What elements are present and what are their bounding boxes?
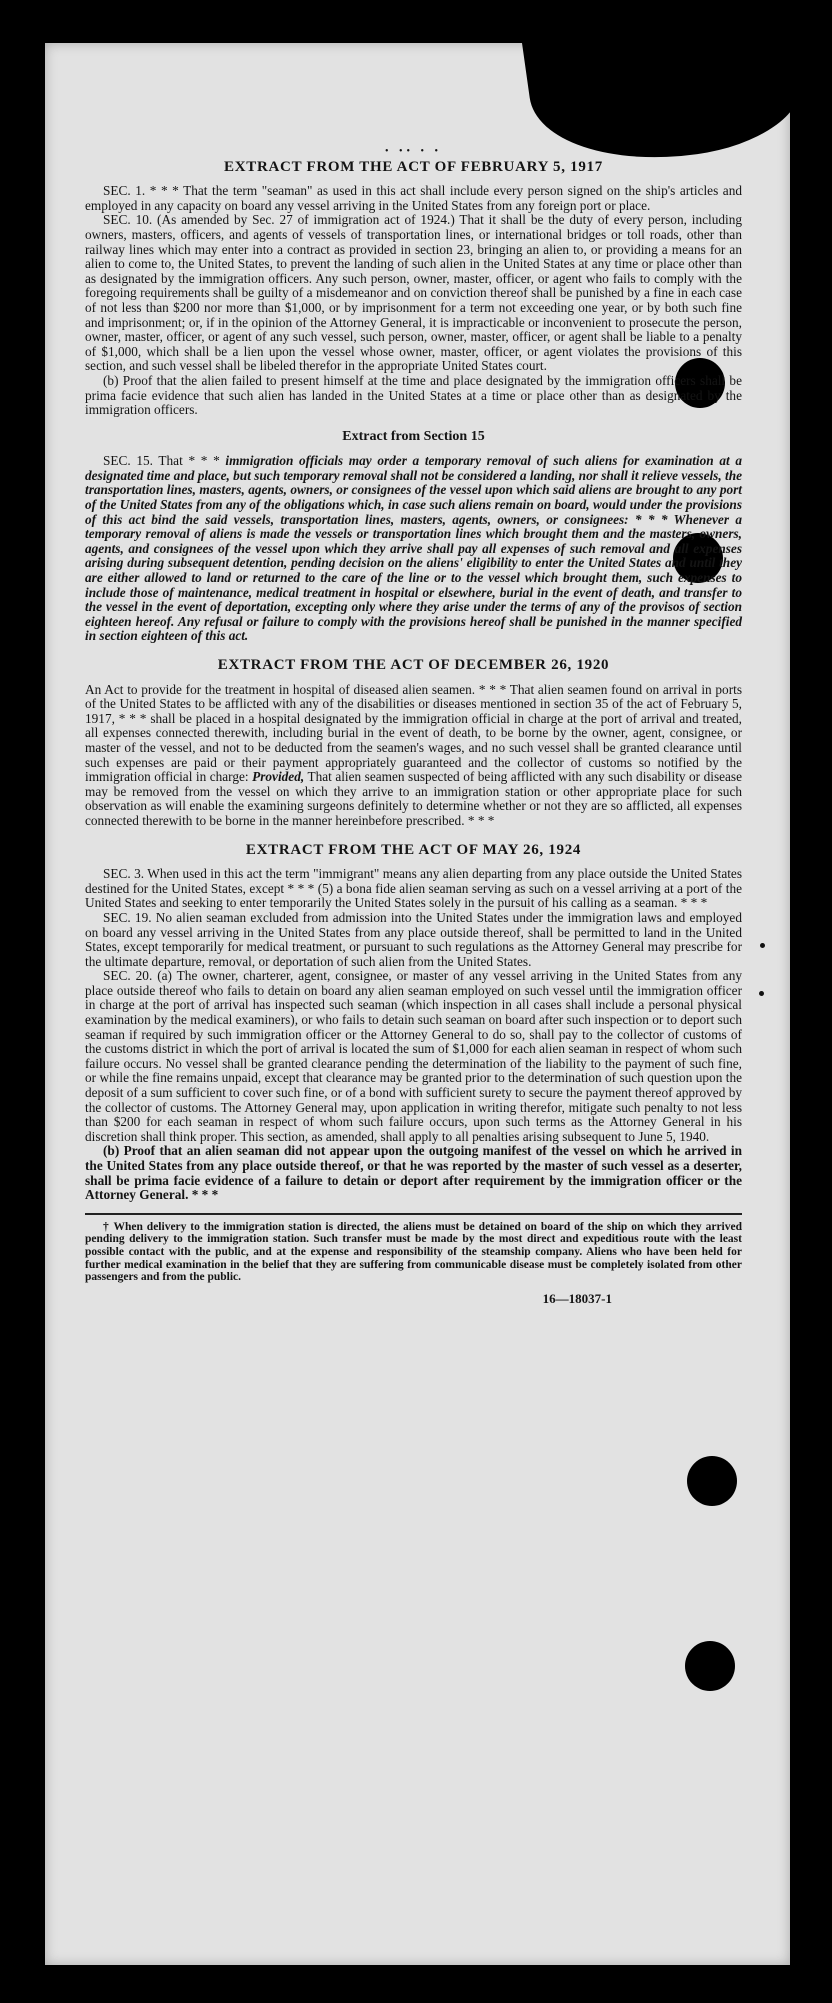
heading-section-15: Extract from Section 15: [342, 428, 485, 444]
proviso-word: Provided,: [252, 769, 305, 785]
heading-act-1920: EXTRACT FROM THE ACT OF DECEMBER 26, 1920: [217, 657, 610, 673]
paragraph-sec19: SEC. 19. No alien seaman excluded from admission into the United States under the immigration laws and employed on board any vessel arriving in the United States from any place outside thereof, shall be permitted to land in the United States, except temporarily for medical treatment, or pursuant to such regulations as the Attorney General may prescribe for the ultimate departure, removal, or deportation of such alien from the United States.: [85, 909, 742, 969]
speck: [759, 991, 764, 996]
paragraph-sec15-italic: immigration officials may order a temporary removal of such aliens for examination at a designated time and place, but such temporary removal shall not be considered a landing, nor shall it relieve vessels, the transportation lines, masters, agents, owners, or consignees of the vessel upon which said aliens are brought to any port of the United States from any of the obligations which, in case such aliens remain on board, would under the provisions of this act bind the said vessels, transportation lines, masters, agents, owners, or consignees: * * * Whenever a temporary removal of aliens is made the vessels or transportation lines which brought them and the masters, owners, agents, and consignees of the vessel upon which they arrive shall pay all expenses of such removal and all expenses arising during subsequent detention, pending decision on the aliens' eligibility to enter the United States and until they are either allowed to land or returned to the care of the line or to the vessel which brought them, such expenses to include those of maintenance, medical treatment in hospital or elsewhere, burial in the event of death, and transfer to the vessel in the event of deportation, excepting only where they arise under the terms of any of the provisos of section eighteen hereof. Any refusal or failure to comply with the provisions hereof shall be punished in the manner specified in section eighteen of this act.: [85, 453, 742, 644]
footnote-divider: [85, 1213, 742, 1215]
footnote: † When delivery to the immigration station is directed, the aliens must be detained on board of the ship on which they arrived pending delivery to the immigration station. Such transfer must be made by the most direct and expeditious route with the least possible contact with the public, and at the expense and responsibility of the steamship company. Aliens who have been held for further medical examination in the belief that they are suffering from communicable disease must be completely isolated from other passengers and from the public.: [85, 1220, 742, 1284]
document-page: [45, 43, 790, 1965]
heading-act-1924: EXTRACT FROM THE ACT OF MAY 26, 1924: [245, 841, 582, 858]
paragraph-sec3: SEC. 3. When used in this act the term "immigrant" means any alien departing from any place outside the United States destined for the United States, except * * * (5) a bona fide alien seaman serving as such on a vessel arriving at a port of the United States and seeking to enter temporarily the United States solely in the pursuit of his calling as a seaman. * * *: [85, 866, 742, 911]
paragraph-sec20a: SEC. 20. (a) The owner, charterer, agent, consignee, or master of any vessel arriving in the United States from any place outside thereof who fails to detain on board any alien seaman employed on such vessel until the immigration officer in charge at the port of arrival has inspected such seaman (which inspection in all cases shall include a personal physical examination by the medical examiners), or who fails to detain such seaman on board after such inspection or to deport such seaman if required by such immigration officer or the Attorney General to do so, shall pay to the collector of customs of the customs district in which the port of arrival is located the sum of $1,000 for each alien seaman in respect of whom such failure occurs. No vessel shall be granted clearance pending the determination of the liability to the payment of such fine, or while the fine remains unpaid, except that clearance may be granted prior to the determination of such question upon the deposit of a sum sufficient to cover such fine, or of a bond with sufficient surety to secure the payment thereof approved by the collector of customs. The Attorney General may, upon application in writing therefor, mitigate such penalty to not less than $200 for each seaman in respect of whom such failure occurs, upon such terms as the Attorney General in his discretion shall think proper. This section, as amended, shall apply to all penalties arising subsequent to June 5, 1940.: [85, 968, 742, 1144]
paragraph-sec10b: (b) Proof that the alien failed to present himself at the time and place designated by the immigration officers shall be prima facie evidence that such alien has landed in the United States at a time or place other than as designated by the immigration officers.: [85, 372, 742, 418]
heading-act-1917: EXTRACT FROM THE ACT OF FEBRUARY 5, 1917: [224, 158, 603, 175]
paragraph-act-1920: [85, 683, 742, 829]
document-text: [85, 145, 742, 1306]
paragraph-sec10: SEC. 10. (As amended by Sec. 27 of immigration act of 1924.) That it shall be the duty of every person, including owners, masters, officers, and agents of vessels of transportation lines, or international bridges or toll roads, other than railway lines which may enter into a contract as provided in section 23, bringing an alien to, or providing a means for an alien to come to, the United States, to prevent the landing of such alien in the United States at any time or place other than as designated by the immigration officers. Any such person, owner, master, officer, or agent who fails to comply with the foregoing requirements shall be guilty of a misdemeanor and on conviction thereof shall be punished by a fine in each case of not less than $200 nor more than $1,000, or by imprisonment for a term not exceeding one year, or by both such fine and imprisonment; or, if in the opinion of the Attorney General, it is impracticable or inconvenient to prosecute the person, owner, master, officer, or agent of any such vessel, such person, owner, master, officer, or agent shall be liable to a penalty of $1,000, which shall be a lien upon the vessel whose owner, master, officer, or agent violates the provisions of this section, and such vessel shall be libeled therefor in the appropriate United States court.: [85, 212, 742, 374]
paragraph-act-1920-end: That alien seamen suspected of being afflicted with any such disability or disease may be removed from the vessel on which they arrive to an immigration station or other appropriate place for such observation as will enable the examining surgeons definitely to determine whether or not they are so afflicted, all expenses connected therewith to be borne in the manner hereinbefore prescribed. * * *: [85, 769, 743, 828]
paragraph-sec20b: (b) Proof that an alien seaman did not appear upon the outgoing manifest of the vessel on which he arrived in the United States from any place outside thereof, or that he was reported by the master of such vessel as a deserter, shall be prima facie evidence of a failure to detain or deport after requirement by the immigration officer or the Attorney General. * * *: [85, 1143, 742, 1203]
paragraph-sec15: [85, 454, 742, 644]
punch-hole: [687, 1456, 737, 1506]
paragraph-act-1920-body: An Act to provide for the treatment in hospital of diseased alien seamen. * * * That alien seamen found on arrival in ports of the United States to be afflicted with any of the disabilities or diseases mentioned in section 35 of the act of February 5, 1917, * * * shall be placed in a hospital designated by the immigration official in charge at the port of arrival and treated, all expenses connected therewith, including burial in the event of death, to be borne by the owner, agent, consignee, or master of the vessel, and not to be deducted from the seamen's wages, and no such vessel shall be granted clearance until such expenses are paid or their payment appropriately guaranteed and the collector of customs so notified by the immigration official in charge:: [85, 681, 742, 785]
speck: [760, 943, 765, 948]
page-marks: • •• • •: [384, 146, 442, 157]
paragraph-sec1: SEC. 1. * * * That the term "seaman" as used in this act shall include every person signed on the ship's articles and employed in any capacity on board any vessel arriving in the United States from any foreign port or place.: [85, 183, 742, 213]
form-code: 16—18037-1: [542, 1290, 612, 1306]
punch-hole: [685, 1641, 735, 1691]
paragraph-sec15-start: SEC. 15. That * * *: [103, 453, 220, 469]
